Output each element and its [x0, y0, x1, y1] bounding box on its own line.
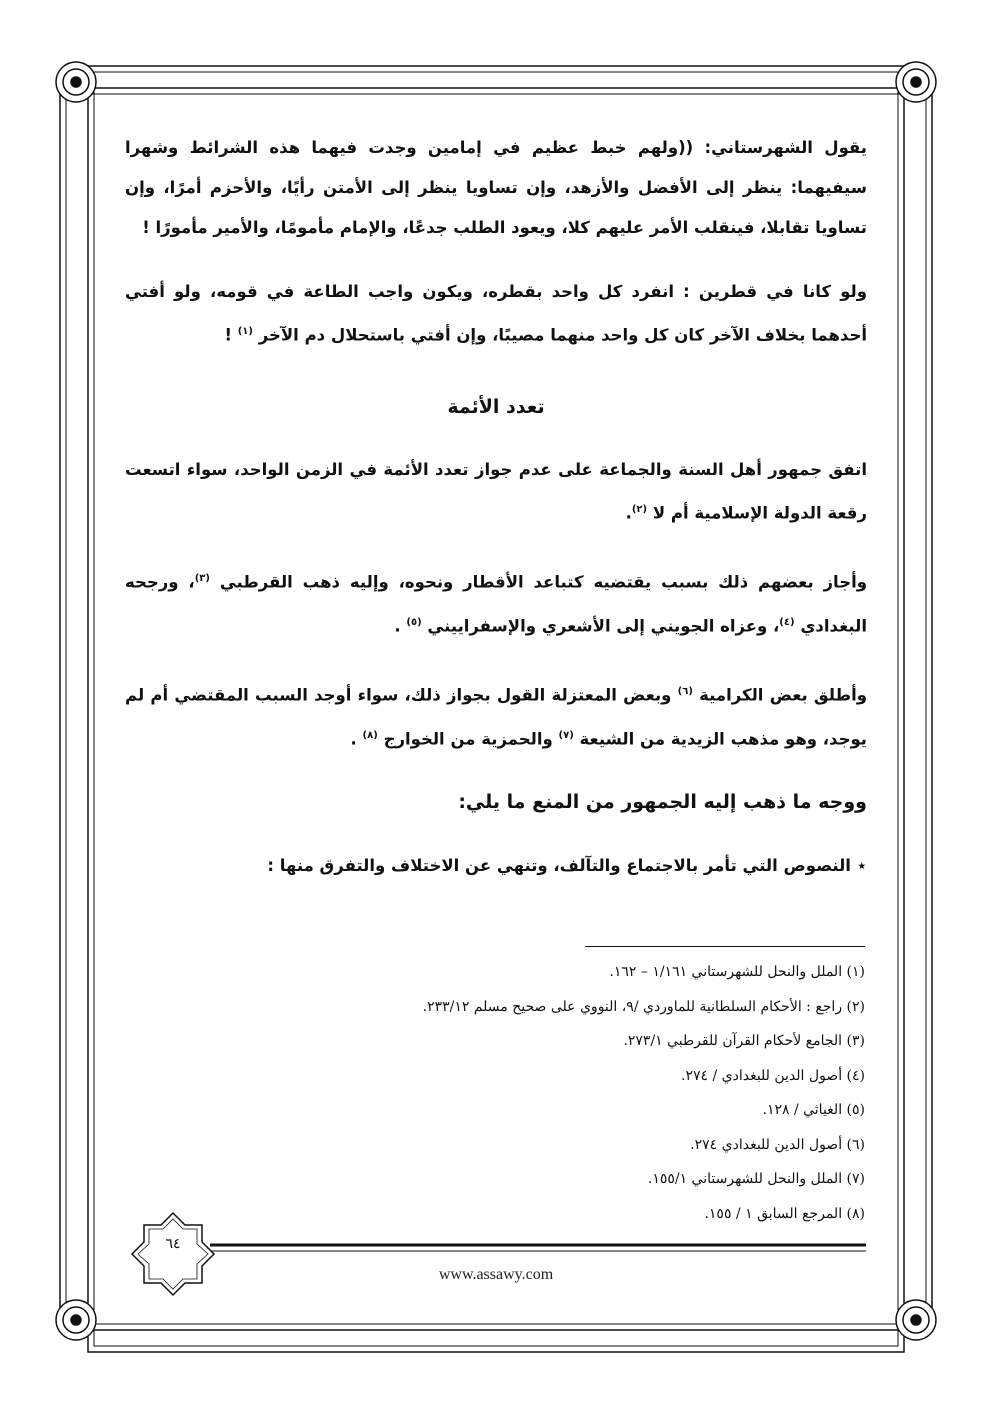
- footnote-2: (٢) راجع : الأحكام السلطانية للماوردي /٩، النووي على صحيح مسلم ٢٣٣/١٢.: [422, 998, 865, 1015]
- paragraph-text: وأطلق بعض الكرامية: [699, 685, 867, 705]
- paragraph-consensus-text: اتفق جمهور أهل السنة والجماعة على عدم جواز تعدد الأئمة في الزمن الواحد، سواء اتسعت رقعة الدولة الإسلامية أم لا: [125, 459, 867, 522]
- subheading-majority-reasoning: ووجه ما ذهب إليه الجمهور من المنع ما يلي:: [458, 791, 867, 813]
- footnote-8: (٨) المرجع السابق ١ / ١٥٥.: [704, 1205, 865, 1222]
- footnote-ref-7[interactable]: (٧): [558, 729, 574, 741]
- footnote-ref-8[interactable]: (٨): [362, 729, 378, 741]
- paragraph-end-mark: .: [350, 729, 363, 748]
- footnote-6: (٦) أصول الدين للبغدادي ٢٧٤.: [690, 1136, 865, 1153]
- footnote-3: (٣) الجامع لأحكام القرآن للقرطبي ٢٧٣/١.: [623, 1033, 865, 1049]
- footnote-ref-5[interactable]: (٥): [406, 616, 422, 628]
- bullet-texts-unity: ⋆ النصوص التي تأمر بالاجتماع والتآلف، وتنهي عن الاختلاف والتفرق منها :: [267, 856, 867, 875]
- paragraph-two-regions-text: ولو كانا في قطرين : انفرد كل واحد بقطره، ويكون واجب الطاعة في قومه، ولو أفتي أحدهما بخلاف الآخر كان كل واحد منهما مصيبًا، وإن أفتي باستحلال دم الآخر: [125, 282, 867, 345]
- paragraph-text: وبعض المعتزلة القول بجواز ذلك، سواء أوجد السبب المقتضي أم لم يوجد، وهو مذهب الزيدية من الشيعة: [125, 685, 867, 748]
- corner-ornament-bottom-right-icon: [896, 1300, 936, 1340]
- footnotes-section: [125, 946, 865, 1231]
- footnote-4: (٤) أصول الدين للبغدادي / ٢٧٤.: [681, 1067, 865, 1084]
- footnote-7: (٧) الملل والنحل للشهرستاني ١٥٥/١.: [647, 1171, 865, 1187]
- footnote-1: (١) الملل والنحل للشهرستاني ١/١٦١ – ١٦٢.: [609, 964, 865, 980]
- page-number: ٦٤: [165, 1236, 181, 1252]
- footnote-ref-4[interactable]: (٤): [779, 616, 795, 628]
- footer-rule: [210, 1245, 866, 1251]
- paragraph-shahrastani-quote: يقول الشهرستاني: ((ولهم خبط عظيم في إمامين وجدت فيهما هذه الشرائط وشهرا سيفيهما: ينظر إلى الأفضل والأزهد، وإن تساويا ينظر إلى الأمتن رأيًا، والأحزم أمرًا، وإن تساويا تقابلا، فينقلب الأمر عليهم كلا، ويعود الطلب جدعًا، والإمام مأمومًا، والأمير مأمورًا !: [125, 138, 867, 237]
- paragraph-text: والحمزية من الخوارج: [383, 729, 559, 748]
- footnote-ref-3[interactable]: (٣): [194, 573, 210, 584]
- paragraph-consensus: [125, 450, 867, 534]
- main-content: [125, 128, 867, 883]
- paragraph-text: ، وعزاه الجويني إلى الأشعري والإسفراييني: [427, 616, 780, 635]
- paragraph-end-mark: !: [224, 325, 238, 345]
- footnote-5: (٥) الغياثي / ١٢٨.: [762, 1102, 865, 1118]
- paragraph-two-regions: [125, 272, 867, 356]
- paragraph-text: ، ورجحه البغدادي: [125, 572, 867, 635]
- footnote-ref-2[interactable]: (٢): [631, 503, 648, 515]
- corner-ornament-bottom-left-icon: [56, 1300, 96, 1340]
- website-url[interactable]: www.assawy.com: [438, 1266, 554, 1283]
- paragraph-end-mark: .: [625, 503, 632, 522]
- corner-ornament-top-right-icon: [896, 62, 936, 102]
- footnote-divider: [585, 946, 865, 947]
- footnote-ref-6[interactable]: (٦): [677, 686, 693, 697]
- paragraph-text: وأجاز بعضهم ذلك بسبب يقتضيه كتباعد الأقطار ونحوه، وإليه ذهب القرطبي: [219, 572, 868, 592]
- paragraph-end-mark: .: [394, 616, 407, 635]
- corner-ornament-top-left-icon: [56, 62, 96, 102]
- paragraph-permitted-some: [125, 559, 867, 646]
- section-heading: تعدد الأئمة: [447, 395, 545, 418]
- footnote-ref-1[interactable]: (١): [237, 326, 253, 337]
- paragraph-karramiyya: [125, 672, 867, 759]
